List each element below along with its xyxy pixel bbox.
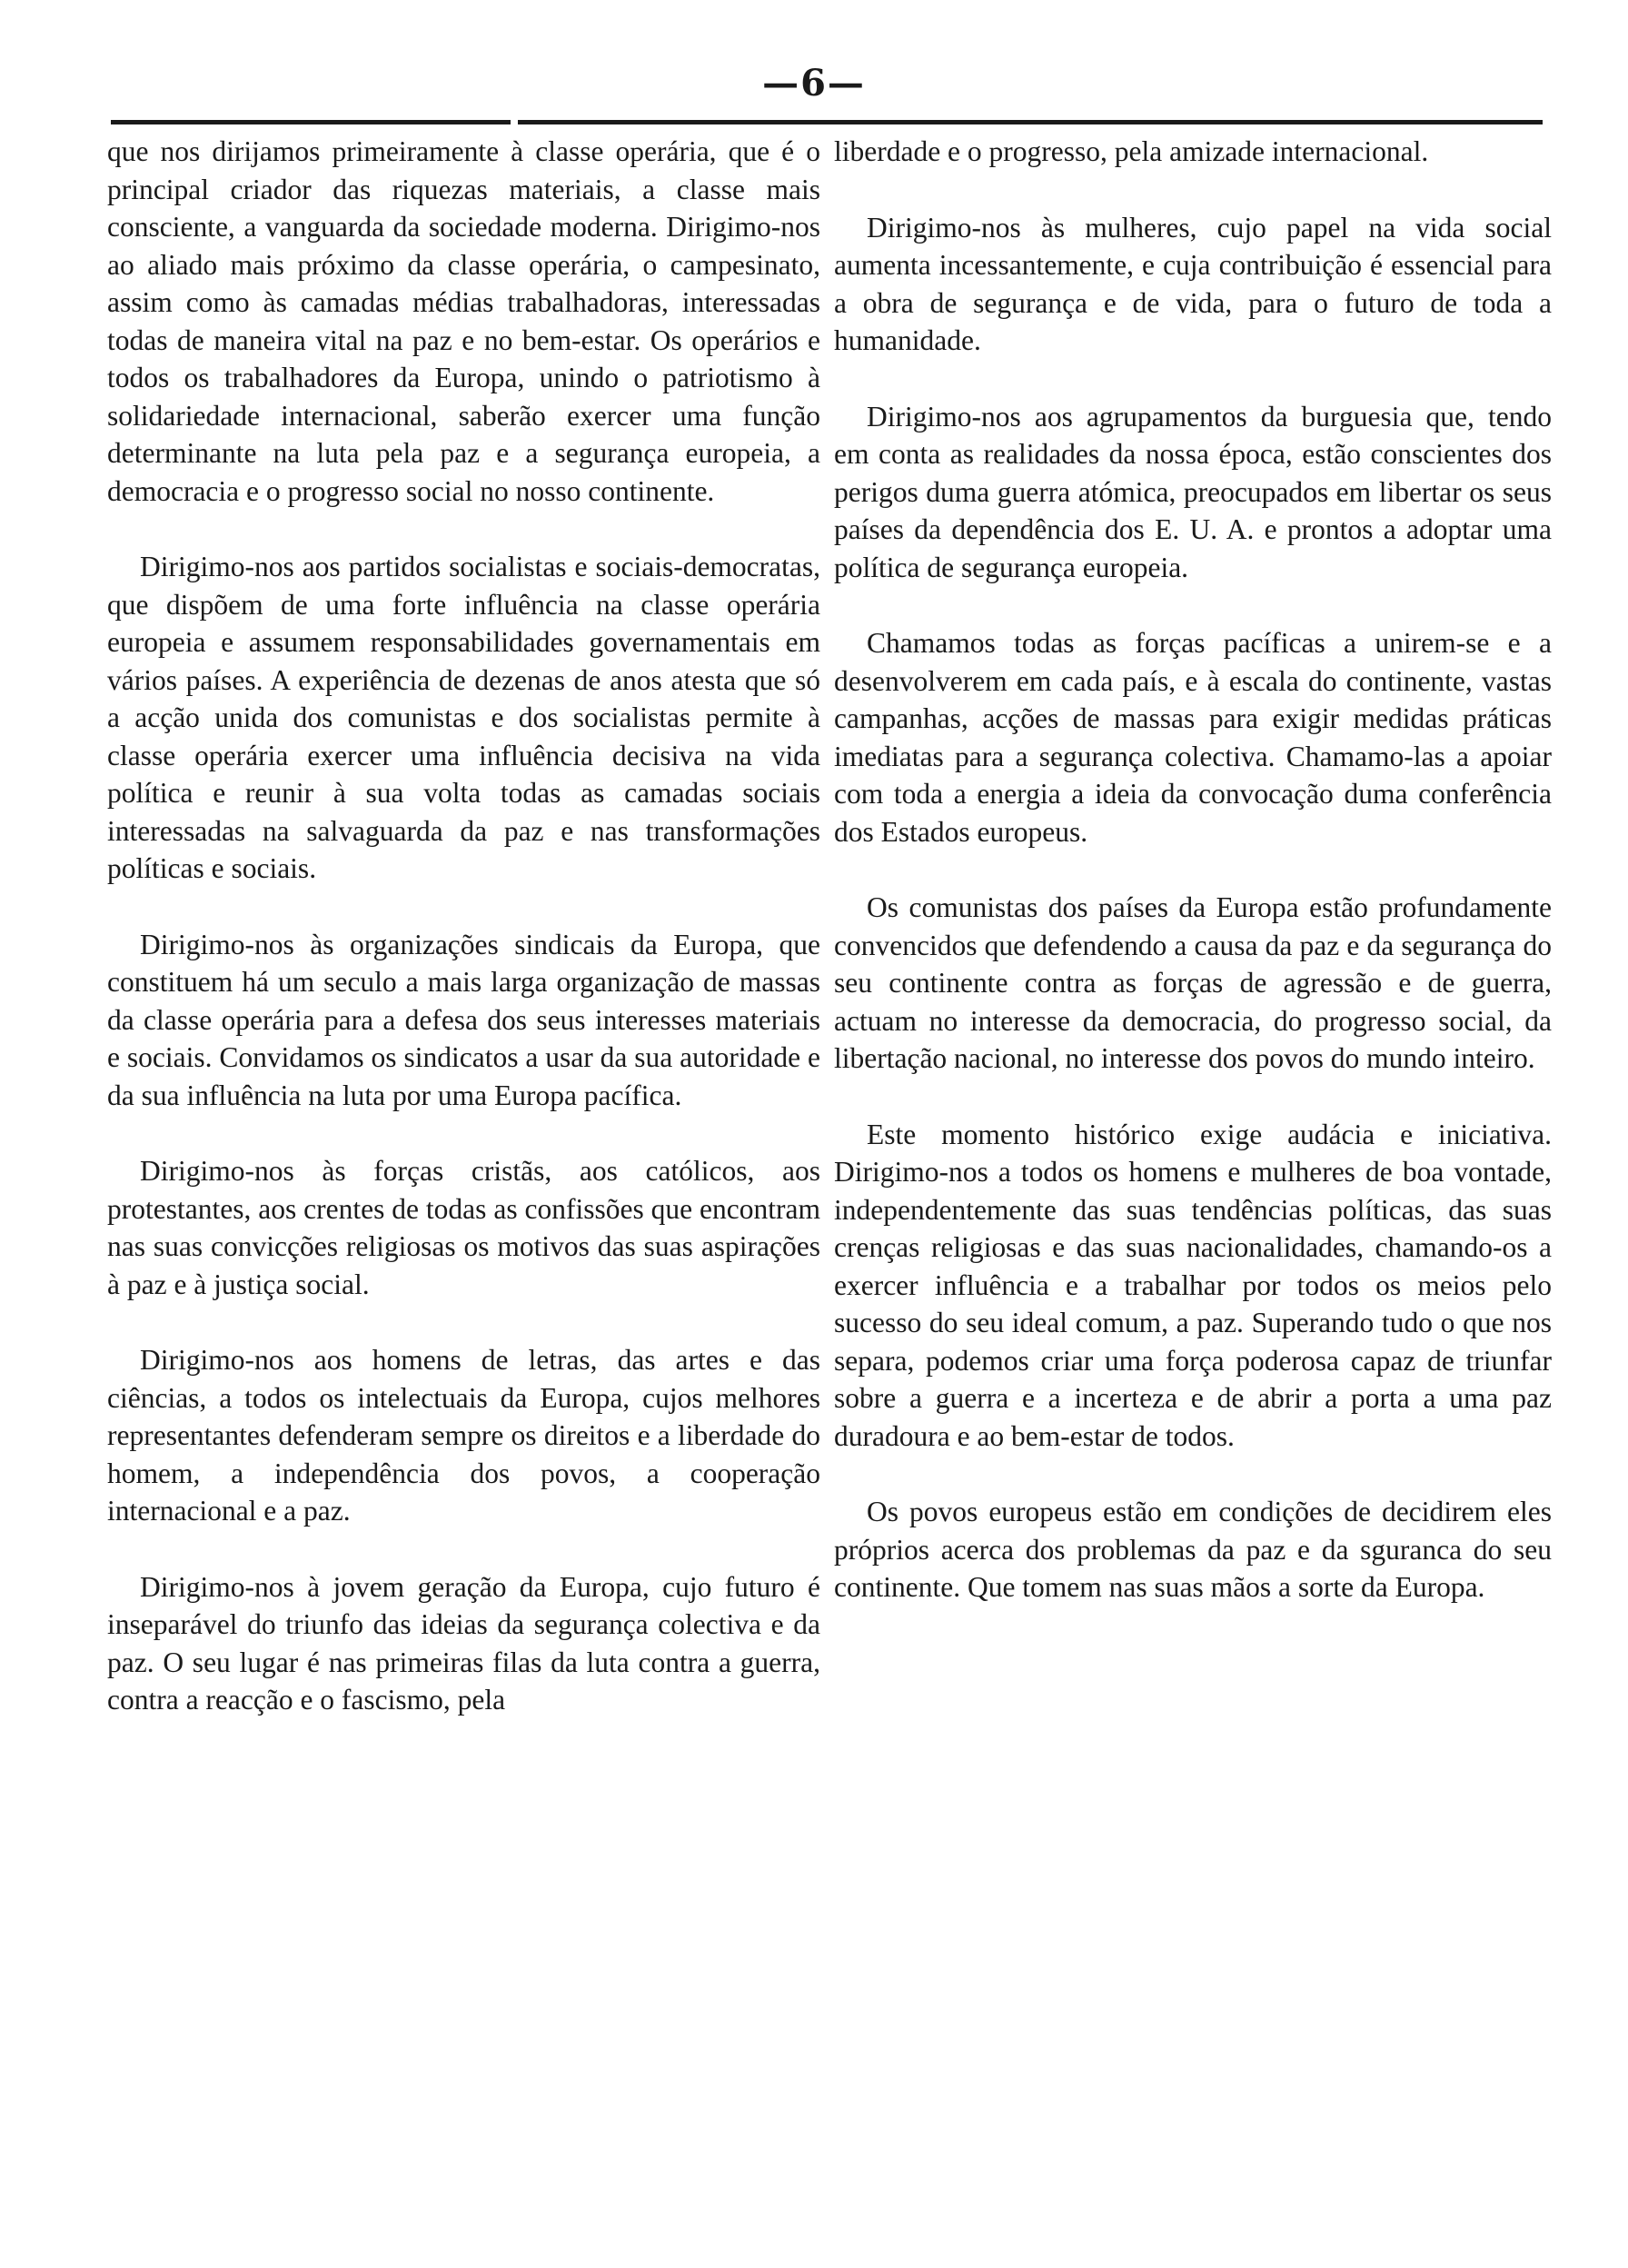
paragraph: Dirigimo-nos aos partidos socialistas e sociais-democratas, que dispõem de uma forte influência na classe operária europeia e assumem responsabilidades governamentais em vários países. A experiência de dezenas de anos atesta que só a acção unida dos comunistas e dos socialistas permite à classe operária exercer uma influência decisiva na vida política e reunir à sua volta todas as camadas sociais interessadas na salvaguarda da paz e nas transformações políticas e sociais. (107, 551, 820, 884)
header-rule-right (518, 120, 1543, 124)
paragraph: Dirigimo-nos às mulheres, cujo papel na vida social aumenta incessantemente, e cuja contribuição é essencial para a obra de segurança e de vida, para o futuro de toda a humanidade. (834, 211, 1552, 356)
paragraph: Dirigimo-nos às organizações sindicais da Europa, que constituem há um seculo a mais larga organização de massas da classe operária para a defesa dos seus interesses materiais e sociais. Convidamos os sindicatos a usar da sua autoridade e da sua influência na luta por uma Europa pacífica. (107, 928, 820, 1111)
paragraph: Os povos europeus estão em condições de decidirem eles próprios acerca dos problemas da paz e da sguranca do seu continente. Que tomem nas suas mãos a sorte da Europa. (834, 1496, 1552, 1603)
paragraph: que nos dirijamos primeiramente à classe operária, que é o principal criador das riquezas materiais, a classe mais consciente, a vanguarda da sociedade moderna. Dirigimo-nos ao aliado mais próximo da classe operária, o campesinato, assim como às camadas médias trabalhadoras, interessadas todas de maneira vital na paz e no bem-estar. Os operários e todos os trabalhadores da Europa, unindo o patriotismo à solidariedade internacional, saberão exercer uma função determinante na luta pela paz e a segurança europeia, a democracia e o progresso social no nosso continente. (107, 135, 820, 507)
right-column (834, 133, 1552, 1645)
paragraph: Chamamos todas as forças pacíficas a unirem-se e a desenvolverem em cada país, e à escala do continente, vastas campanhas, acções de massas para exigir medidas práticas imediatas para a segurança colectiva. Chamamo-las a apoiar com toda a energia a ideia da convocação duma conferência dos Estados europeus. (834, 627, 1552, 848)
paragraph: Dirigimo-nos aos agrupamentos da burguesia que, tendo em conta as realidades da nossa época, estão conscientes dos perigos duma guerra atómica, preocupados em libertar os seus países da dependência dos E. U. A. e prontos a adoptar uma política de segurança europeia. (834, 400, 1552, 583)
left-column (107, 133, 820, 1757)
page-number: —6— (762, 62, 866, 104)
paragraph: Dirigimo-nos aos homens de letras, das artes e das ciências, a todos os intelectuais da Europa, cujos melhores representantes defenderam sempre os direitos e a liberdade do homem, a independência dos povos, a cooperação internacional e a paz. (107, 1344, 820, 1527)
paragraph: Dirigimo-nos às forças cristãs, aos católicos, aos protestantes, aos crentes de todas as confissões que encontram nas suas convicções religiosas os motivos das suas aspirações à paz e à justiça social. (107, 1155, 820, 1300)
paragraph: Dirigimo-nos à jovem geração da Europa, cujo futuro é inseparável do triunfo das ideias da segurança colectiva e da paz. O seu lugar é nas primeiras filas da luta contra a guerra, contra a reacção e o fascismo, pela (107, 1570, 820, 1716)
paragraph: Os comunistas dos países da Europa estão profundamente convencidos que defendendo a causa da paz e da segurança do seu continente contra as forças de agressão e de guerra, actuam no interesse da democracia, do progresso social, da libertação nacional, no interesse dos povos do mundo inteiro. (834, 891, 1552, 1074)
header-rule-left (111, 120, 511, 124)
paragraph: Este momento histórico exige audácia e iniciativa. Dirigimo-nos a todos os homens e mulheres de boa vontade, independentemente das suas tendências políticas, das suas crenças religiosas e das suas nacionalidades, chamando-os a exercer influência e a trabalhar por todos os meios pelo sucesso do seu ideal comum, a paz. Superando tudo o que nos separa, podemos criar uma força poderosa capaz de triunfar sobre a guerra e a incerteza e de abrir a porta a uma paz duradoura e ao bem-estar de todos. (834, 1118, 1552, 1452)
paragraph: liberdade e o progresso, pela amizade internacional. (834, 135, 1429, 167)
